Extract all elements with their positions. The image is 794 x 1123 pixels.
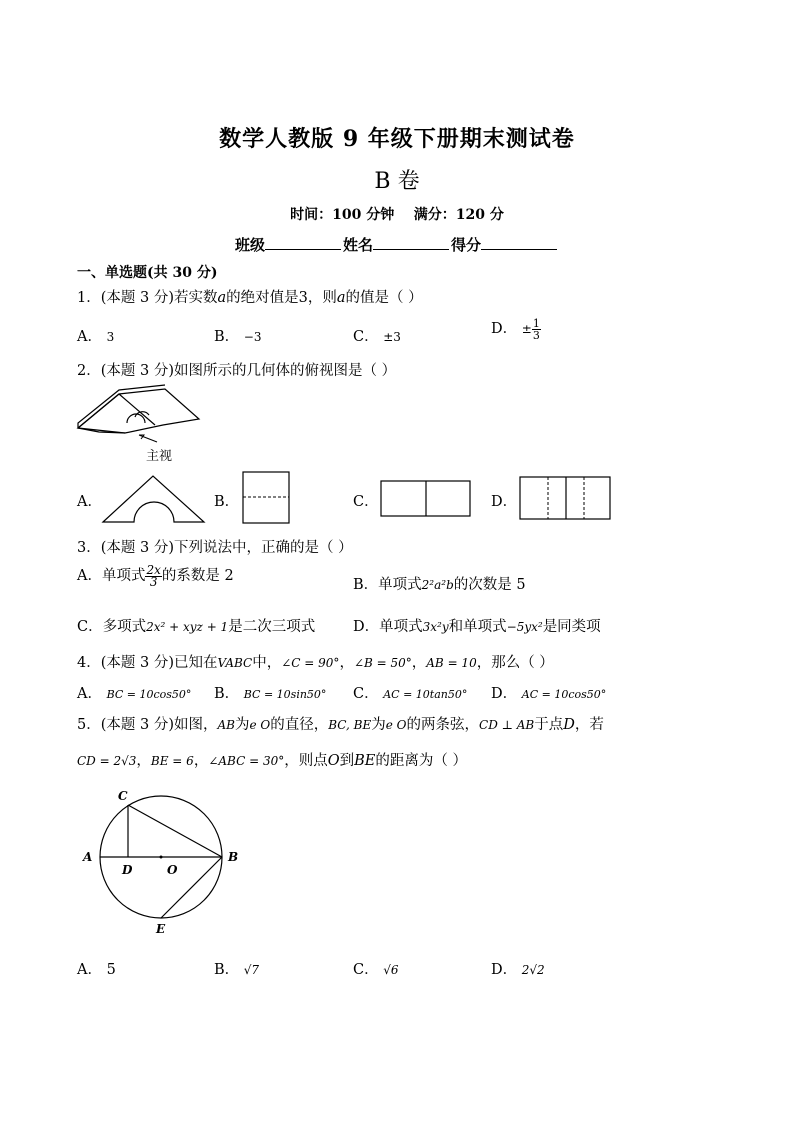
q2-option-d-figure [519, 476, 613, 522]
name-label: 姓名 [343, 236, 374, 254]
q3-option-c[interactable]: C．多项式2x² + xyz + 1是二次三项式 [77, 619, 316, 635]
point-label-c: C [118, 789, 128, 803]
q5-circle-figure [78, 785, 248, 945]
q5-option-c[interactable]: C． √6 [353, 962, 399, 978]
question-5-line-2: CD = 2√3，BE = 6，∠ABC = 30°，则点O到BE的距离为（ ） [77, 753, 467, 769]
point-label-o: O [167, 863, 178, 877]
exam-meta: 时间：100 分钟 满分：120 分 [290, 207, 504, 223]
question-4: 4．(本题 3 分)已知在VABC中，∠C = 90°，∠B = 50°，AB = 10，那么（ ） [77, 655, 554, 671]
q2-option-a-figure [102, 472, 206, 524]
q1-option-c[interactable]: C． ±3 [353, 329, 401, 345]
page-subtitle: B 卷 [374, 169, 420, 194]
q2-option-c-figure [380, 480, 472, 518]
section-title: 一、单选题(共 30 分) [77, 265, 218, 281]
q2-option-a[interactable]: A． [77, 494, 102, 510]
student-info-row [235, 234, 559, 255]
front-view-label: 主视 [146, 449, 173, 464]
q5-option-d[interactable]: D． 2√2 [491, 962, 545, 978]
q1-option-b[interactable]: B． −3 [214, 329, 262, 345]
point-label-e: E [156, 922, 166, 936]
q2-option-b-figure [242, 471, 292, 525]
q4-option-d[interactable]: D． AC = 10cos50° [491, 686, 607, 702]
point-label-d: D [122, 863, 133, 877]
question-5-line-1: 5．(本题 3 分)如图，AB为e O的直径，BC, BE为e O的两条弦，CD ⊥ AB于点D，若 [77, 717, 604, 733]
name-field[interactable] [373, 235, 449, 250]
q2-option-c[interactable]: C． [353, 494, 379, 510]
q3-option-b[interactable]: B．单项式2²a²b的次数是 5 [353, 577, 526, 593]
class-label: 班级 [235, 236, 266, 254]
score-label: 得分 [451, 236, 482, 254]
q5-option-b[interactable]: B． √7 [214, 962, 260, 978]
class-field[interactable] [265, 235, 341, 250]
point-label-b: B [228, 850, 239, 864]
q1-option-a[interactable]: A． 3 [77, 329, 115, 345]
q5-option-a[interactable]: A． 5 [77, 962, 116, 978]
question-1: 1．(本题 3 分)若实数a的绝对值是3，则a的值是（ ） [77, 290, 423, 306]
q4-option-c[interactable]: C． AC = 10tan50° [353, 686, 468, 702]
question-3: 3．(本题 3 分)下列说法中，正确的是（ ） [77, 540, 353, 556]
q2-option-d[interactable]: D． [491, 494, 518, 510]
q4-option-a[interactable]: A． BC = 10cos50° [77, 686, 192, 702]
point-label-a: A [83, 850, 93, 864]
q3-option-d[interactable]: D．单项式3x²y和单项式−5yx²是同类项 [353, 619, 601, 635]
q2-option-b[interactable]: B． [214, 494, 240, 510]
score-field[interactable] [481, 235, 557, 250]
question-2: 2．(本题 3 分)如图所示的几何体的俯视图是（ ） [77, 363, 397, 379]
page-title: 数学人教版 9 年级下册期末测试卷 [219, 126, 575, 152]
q4-option-b[interactable]: B． BC = 10sin50° [214, 686, 327, 702]
q1-option-d[interactable]: D． ± $\frac{1}{3}$ [491, 316, 540, 342]
q3-option-a[interactable]: A．单项式 $\frac{2x}{3}$ 的系数是 2 [77, 562, 234, 589]
